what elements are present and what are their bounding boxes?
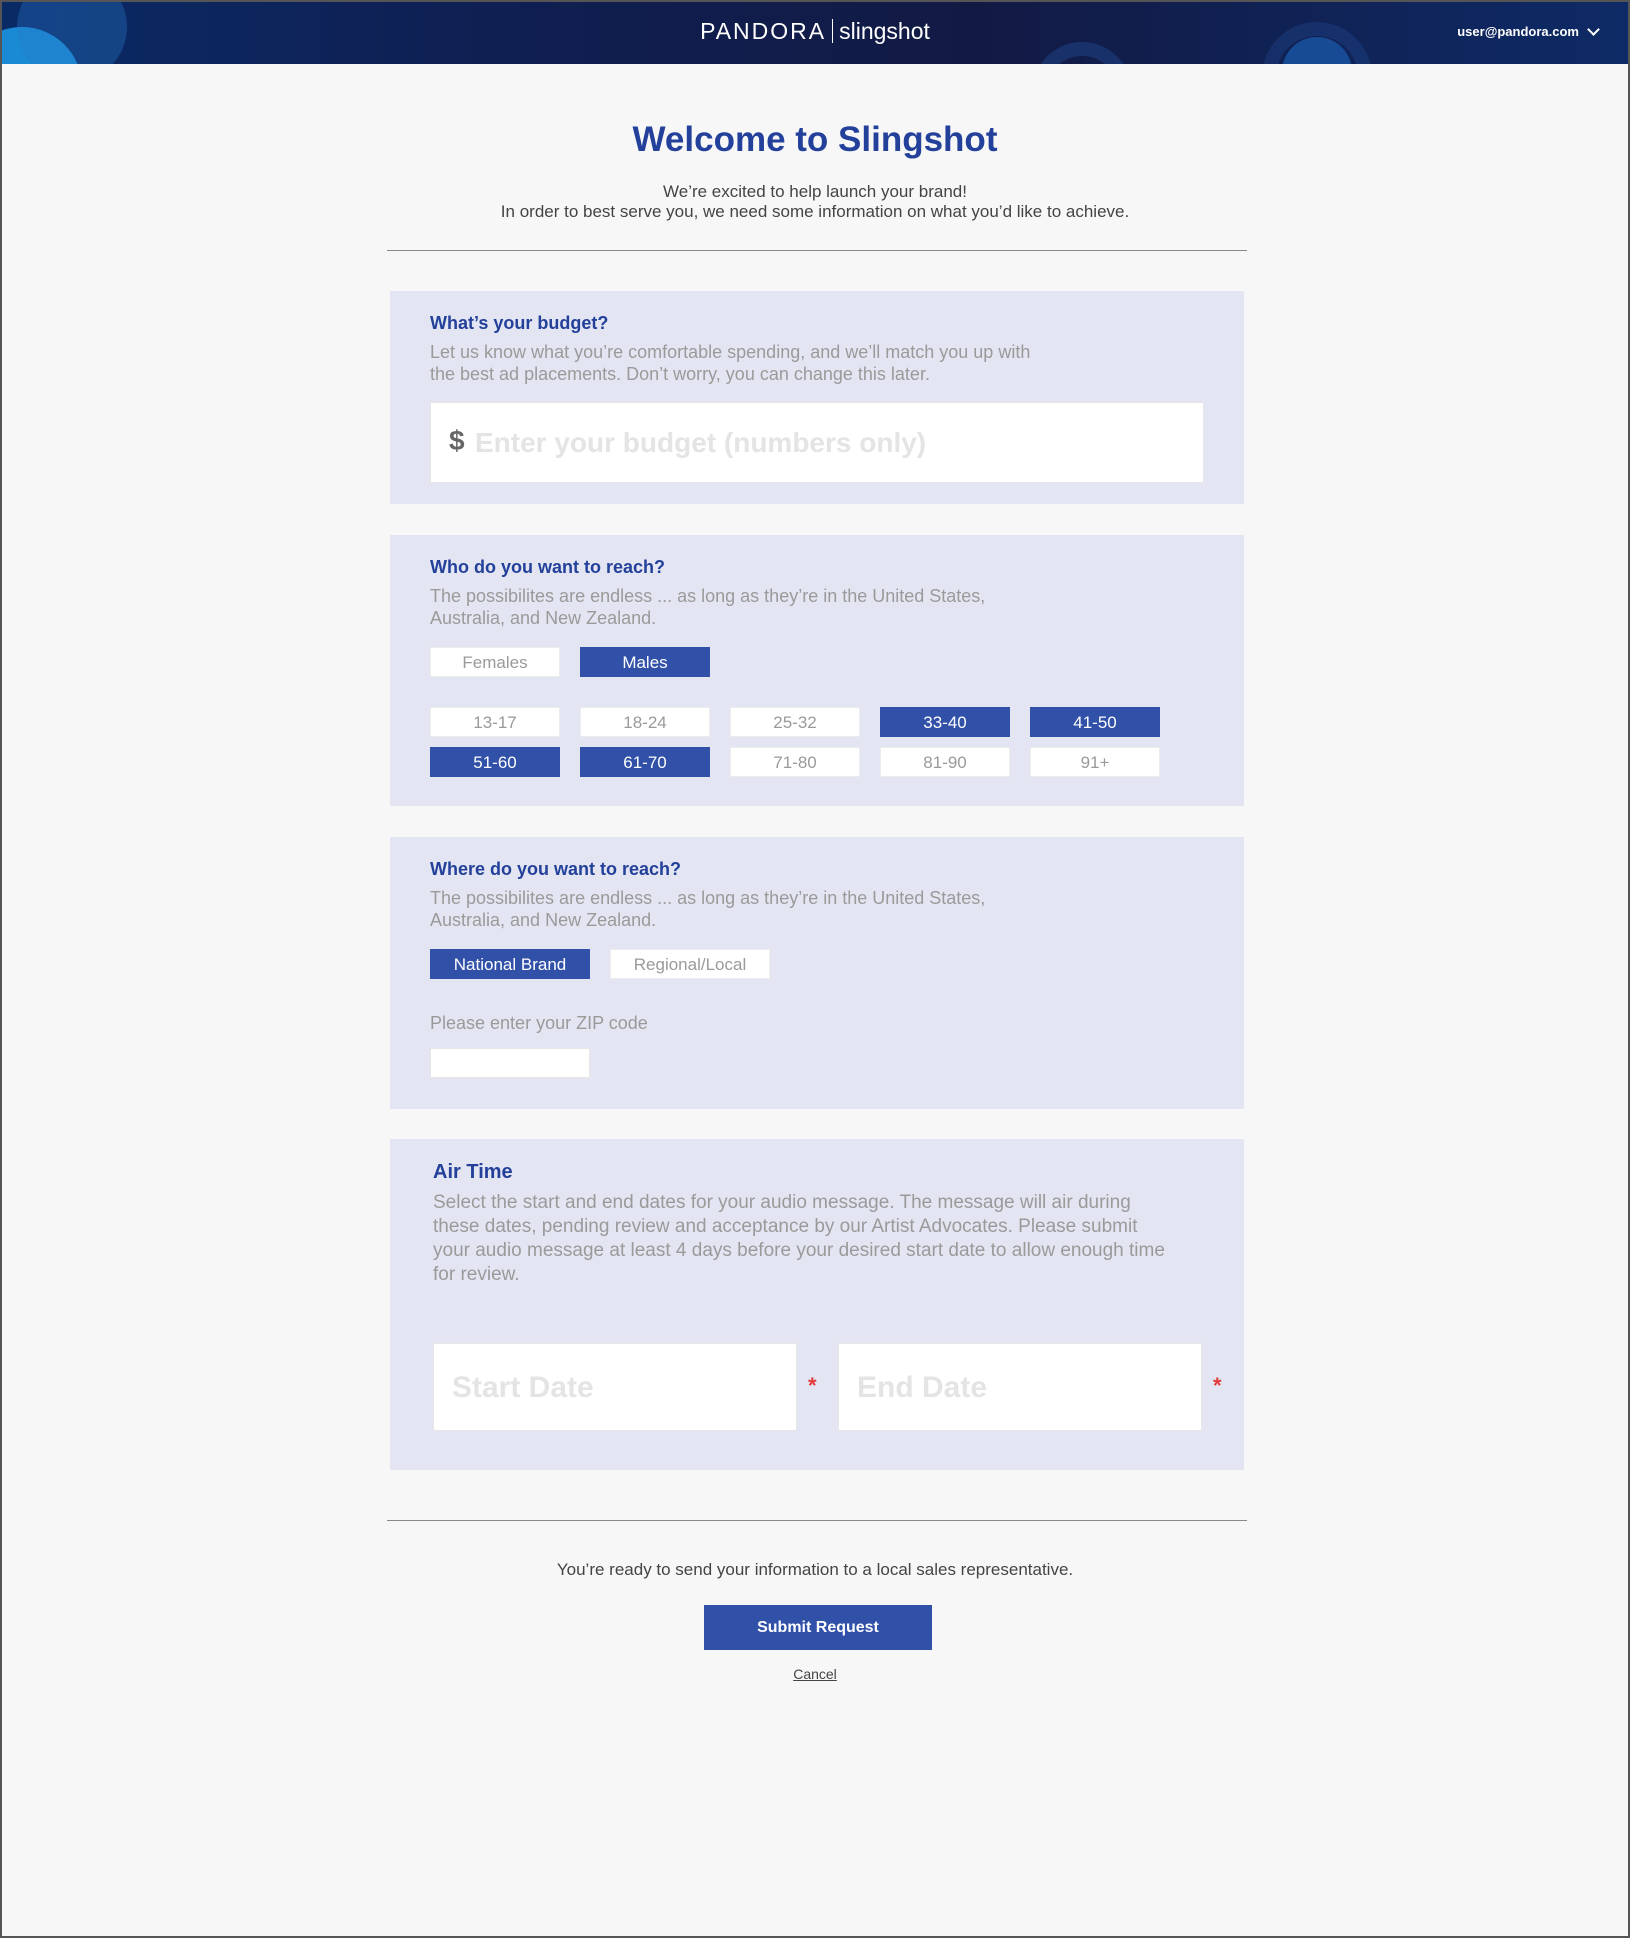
audience-desc-line-2: Australia, and New Zealand. [430, 608, 657, 628]
end-date-input[interactable] [857, 1368, 1187, 1408]
budget-section [390, 291, 1244, 504]
airtime-description [433, 1191, 1165, 1287]
end-date-required-mark: * [1213, 1373, 1222, 1398]
audience-heading: Who do you want to reach? [430, 557, 665, 577]
airtime-desc-line-3: your audio message at least 4 days before your desired start date to allow enough time [433, 1240, 1165, 1261]
location-desc-line-1: The possibilites are endless ... as long as they’re in the United States, [430, 888, 986, 908]
audience-desc-line-1: The possibilites are endless ... as long as they’re in the United States, [430, 586, 986, 606]
zip-input[interactable] [430, 1048, 590, 1078]
brand-divider [832, 19, 833, 43]
brand-logo [2, 18, 1628, 45]
scope-regional-button[interactable]: Regional/Local [610, 949, 770, 979]
start-date-input[interactable] [452, 1368, 782, 1408]
intro-line-1: We’re excited to help launch your brand! [663, 182, 967, 201]
airtime-desc-line-1: Select the start and end dates for your audio message. The message will air during [433, 1192, 1131, 1213]
gender-females-button[interactable]: Females [430, 647, 560, 677]
age-61-70-button[interactable]: 61-70 [580, 747, 710, 777]
audience-description [430, 585, 985, 629]
airtime-desc-line-2: these dates, pending review and acceptance by our Artist Advocates. Please submit [433, 1216, 1138, 1237]
budget-heading: What’s your budget? [430, 313, 609, 333]
top-bar [2, 2, 1628, 64]
user-email: user@pandora.com [1457, 24, 1579, 39]
location-section [390, 837, 1244, 1109]
age-91-plus-button[interactable]: 91+ [1030, 747, 1160, 777]
dollar-icon: $ [449, 425, 465, 456]
intro-text [2, 182, 1628, 222]
scope-national-button[interactable]: National Brand [430, 949, 590, 979]
budget-input[interactable] [475, 423, 1175, 463]
cancel-link [2, 1666, 1628, 1682]
brand-product: slingshot [839, 18, 930, 44]
budget-field [430, 402, 1204, 483]
cancel-link-label[interactable]: Cancel [793, 1666, 837, 1682]
age-18-24-button[interactable]: 18-24 [580, 707, 710, 737]
budget-desc-line-2: the best ad placements. Don’t worry, you can change this later. [430, 364, 930, 384]
audience-section [390, 535, 1244, 806]
age-25-32-button[interactable]: 25-32 [730, 707, 860, 737]
user-menu[interactable] [1457, 24, 1598, 39]
age-13-17-button[interactable]: 13-17 [430, 707, 560, 737]
intro-line-2: In order to best serve you, we need some information on what you’d like to achieve. [500, 202, 1130, 221]
start-date-required-mark: * [808, 1373, 817, 1398]
ready-message: You’re ready to send your information to a local sales representative. [556, 1560, 1074, 1579]
airtime-section [390, 1139, 1244, 1470]
submit-request-button[interactable]: Submit Request [704, 1605, 932, 1650]
location-desc-line-2: Australia, and New Zealand. [430, 910, 657, 930]
age-81-90-button[interactable]: 81-90 [880, 747, 1010, 777]
budget-desc-line-1: Let us know what you’re comfortable spending, and we’ll match you up with [430, 342, 1031, 362]
age-33-40-button[interactable]: 33-40 [880, 707, 1010, 737]
decorative-bubble [1032, 42, 1132, 64]
divider-bottom [387, 1520, 1247, 1521]
zip-label: Please enter your ZIP code [430, 1013, 648, 1033]
page-title: Welcome to Slingshot [632, 120, 998, 159]
airtime-desc-line-4: for review. [433, 1264, 520, 1285]
chevron-down-icon [1587, 23, 1600, 36]
budget-description [430, 341, 1030, 385]
brand-name: PANDORA [700, 18, 827, 44]
start-date-field [433, 1343, 797, 1431]
age-71-80-button[interactable]: 71-80 [730, 747, 860, 777]
divider-top [387, 250, 1247, 251]
gender-males-button[interactable]: Males [580, 647, 710, 677]
end-date-field [838, 1343, 1202, 1431]
age-41-50-button[interactable]: 41-50 [1030, 707, 1160, 737]
location-description [430, 887, 985, 931]
location-heading: Where do you want to reach? [430, 859, 682, 879]
airtime-heading: Air Time [433, 1161, 513, 1183]
age-51-60-button[interactable]: 51-60 [430, 747, 560, 777]
